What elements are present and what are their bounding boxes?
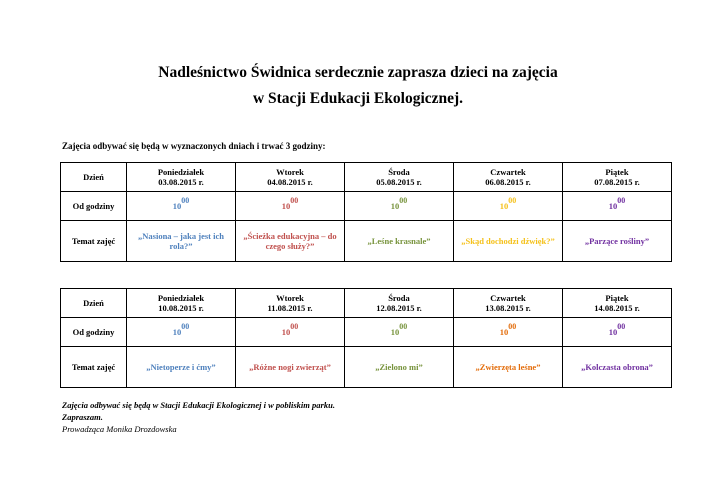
start-hour: 10 [281, 201, 291, 211]
day-name: Poniedziałek [157, 167, 205, 177]
day-cell [236, 289, 345, 318]
start-minutes: 00 [617, 322, 626, 331]
start-hour: 10 [390, 327, 400, 337]
day-name: Wtorek [276, 167, 304, 177]
start-minutes: 00 [290, 322, 299, 331]
footer-note [62, 399, 335, 435]
topic-cell: „Skąd dochodzi dźwięk?” [454, 221, 563, 262]
start-time-cell [127, 192, 236, 221]
row-label-day: Dzień [61, 163, 127, 192]
start-minutes: 00 [399, 196, 408, 205]
row-label-time: Od godziny [61, 318, 127, 347]
day-cell [563, 163, 672, 192]
day-name: Czwartek [490, 167, 526, 177]
start-time-cell [454, 318, 563, 347]
row-label-day: Dzień [61, 289, 127, 318]
start-hour: 10 [499, 201, 509, 211]
topic-cell: „Zwierzęta leśne” [454, 347, 563, 388]
topic-cell: „Ścieżka edukacyjna – do czego służy?” [236, 221, 345, 262]
day-cell [454, 289, 563, 318]
topic-row [61, 221, 672, 262]
day-cell [563, 289, 672, 318]
start-time-cell [454, 192, 563, 221]
row-label-topic: Temat zajęć [61, 221, 127, 262]
start-hour: 10 [499, 327, 509, 337]
topic-cell: „Leśne krasnale” [345, 221, 454, 262]
start-hour: 10 [608, 327, 618, 337]
start-hour: 10 [608, 201, 618, 211]
day-date: 03.08.2015 r. [158, 177, 204, 187]
topic-cell: „Nietoperze i ćmy” [127, 347, 236, 388]
day-cell [236, 163, 345, 192]
day-cell [345, 289, 454, 318]
footer-location: Zajęcia odbywać się będą w Stacji Edukacji Ekologicznej i w pobliskim parku. [62, 400, 335, 410]
start-minutes: 00 [399, 322, 408, 331]
start-minutes: 00 [181, 196, 190, 205]
day-date: 13.08.2015 r. [485, 303, 531, 313]
topic-cell: „Kolczasta obrona” [563, 347, 672, 388]
start-time-cell [345, 192, 454, 221]
start-hour: 10 [281, 327, 291, 337]
day-cell [454, 163, 563, 192]
title-line-2: w Stacji Edukacji Ekologicznej. [252, 90, 464, 107]
day-name: Środa [388, 167, 410, 177]
topic-cell: „Parzące rośliny” [563, 221, 672, 262]
start-minutes: 00 [617, 196, 626, 205]
day-cell [127, 289, 236, 318]
day-date: 11.08.2015 r. [267, 303, 313, 313]
time-row [61, 192, 672, 221]
start-time-cell [127, 318, 236, 347]
day-date: 07.08.2015 r. [594, 177, 640, 187]
topic-row [61, 347, 672, 388]
topic-cell: „Różne nogi zwierząt” [236, 347, 345, 388]
topic-cell: „Zielono mi” [345, 347, 454, 388]
start-minutes: 00 [181, 322, 190, 331]
day-name: Piątek [605, 293, 629, 303]
title-line-1: Nadleśnictwo Świdnica serdecznie zaprasza dzieci na zajęcia [158, 64, 558, 81]
start-time-cell [236, 192, 345, 221]
day-date: 10.08.2015 r. [158, 303, 204, 313]
day-date: 14.08.2015 r. [594, 303, 640, 313]
day-cell [345, 163, 454, 192]
start-time-cell [563, 318, 672, 347]
day-date: 12.08.2015 r. [376, 303, 422, 313]
day-row [61, 163, 672, 192]
intro-text: Zajęcia odbywać się będą w wyznaczonych dniach i trwać 3 godziny: [62, 141, 326, 151]
footer-signature: Prowadząca Monika Drozdowska [62, 424, 177, 434]
topic-cell: „Nasiona – jaka jest ich rola?” [127, 221, 236, 262]
row-label-topic: Temat zajęć [61, 347, 127, 388]
schedule-table-week-2 [60, 288, 672, 388]
start-time-cell [345, 318, 454, 347]
start-time-cell [563, 192, 672, 221]
start-minutes: 00 [290, 196, 299, 205]
day-date: 06.08.2015 r. [485, 177, 531, 187]
day-name: Środa [388, 293, 410, 303]
day-name: Poniedziałek [157, 293, 205, 303]
start-hour: 10 [172, 201, 182, 211]
schedule-table-week-1 [60, 162, 672, 262]
footer-invite: Zapraszam. [62, 412, 103, 422]
start-hour: 10 [172, 327, 182, 337]
day-date: 04.08.2015 r. [267, 177, 313, 187]
time-row [61, 318, 672, 347]
day-row [61, 289, 672, 318]
row-label-time: Od godziny [61, 192, 127, 221]
page-title [0, 60, 716, 112]
day-name: Wtorek [276, 293, 304, 303]
day-date: 05.08.2015 r. [376, 177, 422, 187]
day-cell [127, 163, 236, 192]
start-minutes: 00 [508, 196, 517, 205]
start-minutes: 00 [508, 322, 517, 331]
start-time-cell [236, 318, 345, 347]
day-name: Czwartek [490, 293, 526, 303]
day-name: Piątek [605, 167, 629, 177]
start-hour: 10 [390, 201, 400, 211]
